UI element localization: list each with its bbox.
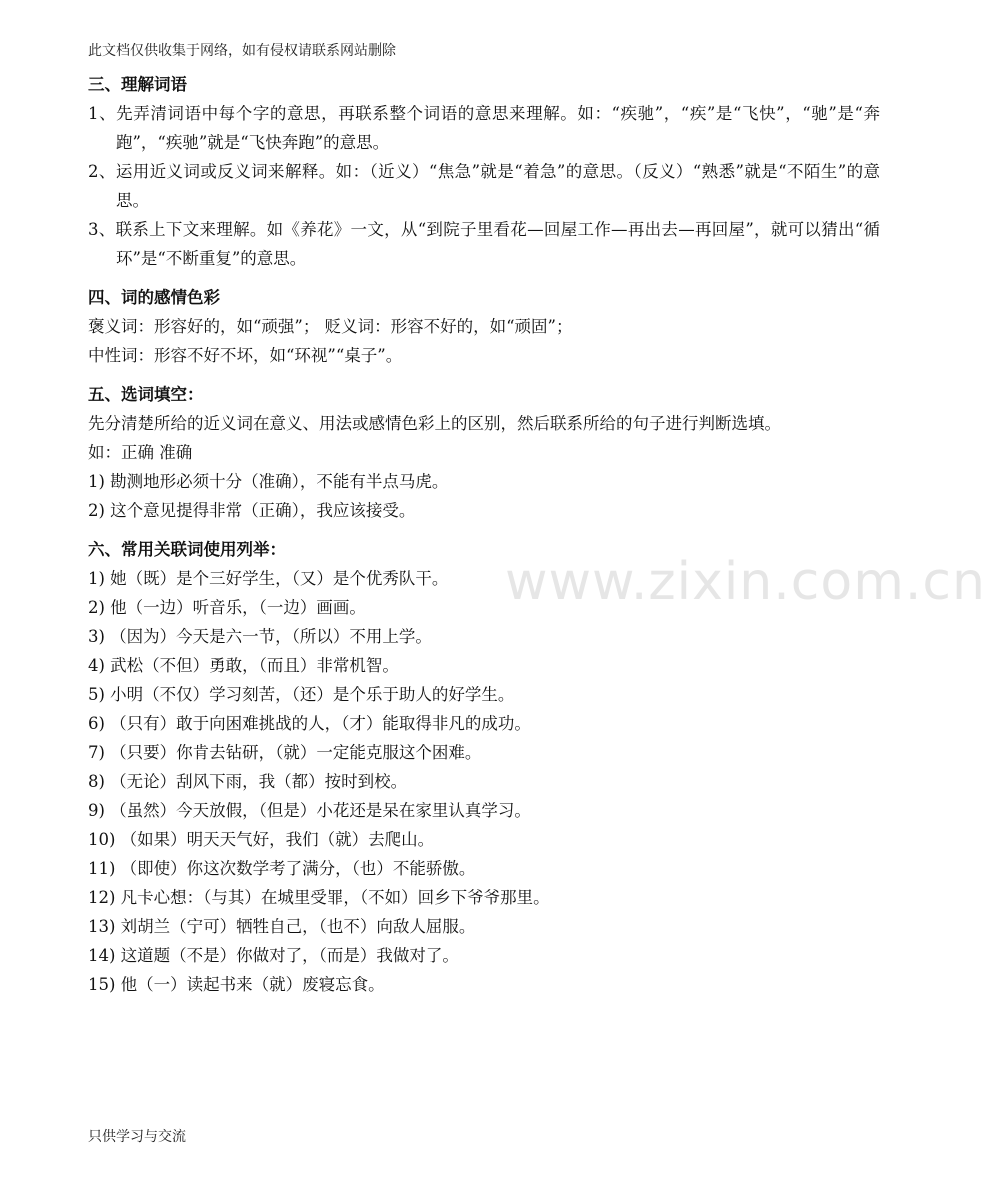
list-item: 7) （只要）你肯去钻研，（就）一定能克服这个困难。: [88, 743, 482, 762]
section-heading-understand-words: 三、理解词语: [88, 75, 187, 94]
footer-note: 只供学习与交流: [88, 1129, 186, 1145]
list-item: 2) 这个意见提得非常（正确），我应该接受。: [88, 501, 416, 520]
document-body: [88, 70, 880, 999]
list-item: 9) （虽然）今天放假，（但是）小花还是呆在家里认真学习。: [88, 801, 531, 820]
list-item: 1、先弄清词语中每个字的意思，再联系整个词语的意思来理解。如：“疾驰”，“疾”是“飞快”，“驰”是“奔跑”，“疾驰”就是“飞快奔跑”的意思。: [88, 104, 880, 152]
list-item: 8) （无论）刮风下雨，我（都）按时到校。: [88, 772, 408, 791]
section-heading-word-choice: 五、选词填空：: [88, 385, 204, 404]
list-item: 5) 小明（不仅）学习刻苦，（还）是个乐于助人的好学生。: [88, 685, 515, 704]
list-item: 12) 凡卡心想：（与其）在城里受罪，（不如）回乡下爷爷那里。: [88, 888, 550, 907]
list-item: 1) 她（既）是个三好学生，（又）是个优秀队干。: [88, 569, 449, 588]
list-item: 1) 勘测地形必须十分（准确），不能有半点马虎。: [88, 472, 449, 491]
paragraph: 如：正确 准确: [88, 443, 193, 462]
paragraph: 中性词：形容不好不坏，如“环视”“桌子”。: [88, 346, 403, 365]
list-item: 3、联系上下文来理解。如《养花》一文，从“到院子里看花—回屋工作—再出去—再回屋”，就可以猜出“循环”是“不断重复”的意思。: [88, 220, 880, 268]
watermark: www.zixin.com.cn: [505, 552, 986, 612]
list-item: 6) （只有）敢于向困难挑战的人，（才）能取得非凡的成功。: [88, 714, 531, 733]
list-item: 3) （因为）今天是六一节，（所以）不用上学。: [88, 627, 432, 646]
list-item: 14) 这道题（不是）你做对了，（而是）我做对了。: [88, 946, 459, 965]
list-item: 4) 武松（不但）勇敢，（而且）非常机智。: [88, 656, 399, 675]
header-note: 此文档仅供收集于网络，如有侵权请联系网站删除: [88, 43, 396, 59]
list-item: 2) 他（一边）听音乐，（一边）画画。: [88, 598, 366, 617]
paragraph: 褒义词：形容好的，如“顽强”； 贬义词：形容不好的，如“顽固”；: [88, 317, 573, 336]
section-heading-word-sentiment: 四、词的感情色彩: [88, 288, 220, 307]
list-item: 13) 刘胡兰（宁可）牺牲自己，（也不）向敌人屈服。: [88, 917, 476, 936]
list-item: 11) （即使）你这次数学考了满分，（也）不能骄傲。: [88, 859, 476, 878]
list-item: 15) 他（一）读起书来（就）废寝忘食。: [88, 975, 385, 994]
paragraph: 先分清楚所给的近义词在意义、用法或感情色彩上的区别，然后联系所给的句子进行判断选填。: [88, 414, 781, 433]
section-heading-conjunctions: 六、常用关联词使用列举：: [88, 540, 286, 559]
list-item: 2、运用近义词或反义词来解释。如：（近义）“焦急”就是“着急”的意思。（反义）“熟悉”就是“不陌生”的意思。: [88, 162, 880, 210]
list-item: 10) （如果）明天天气好，我们（就）去爬山。: [88, 830, 435, 849]
